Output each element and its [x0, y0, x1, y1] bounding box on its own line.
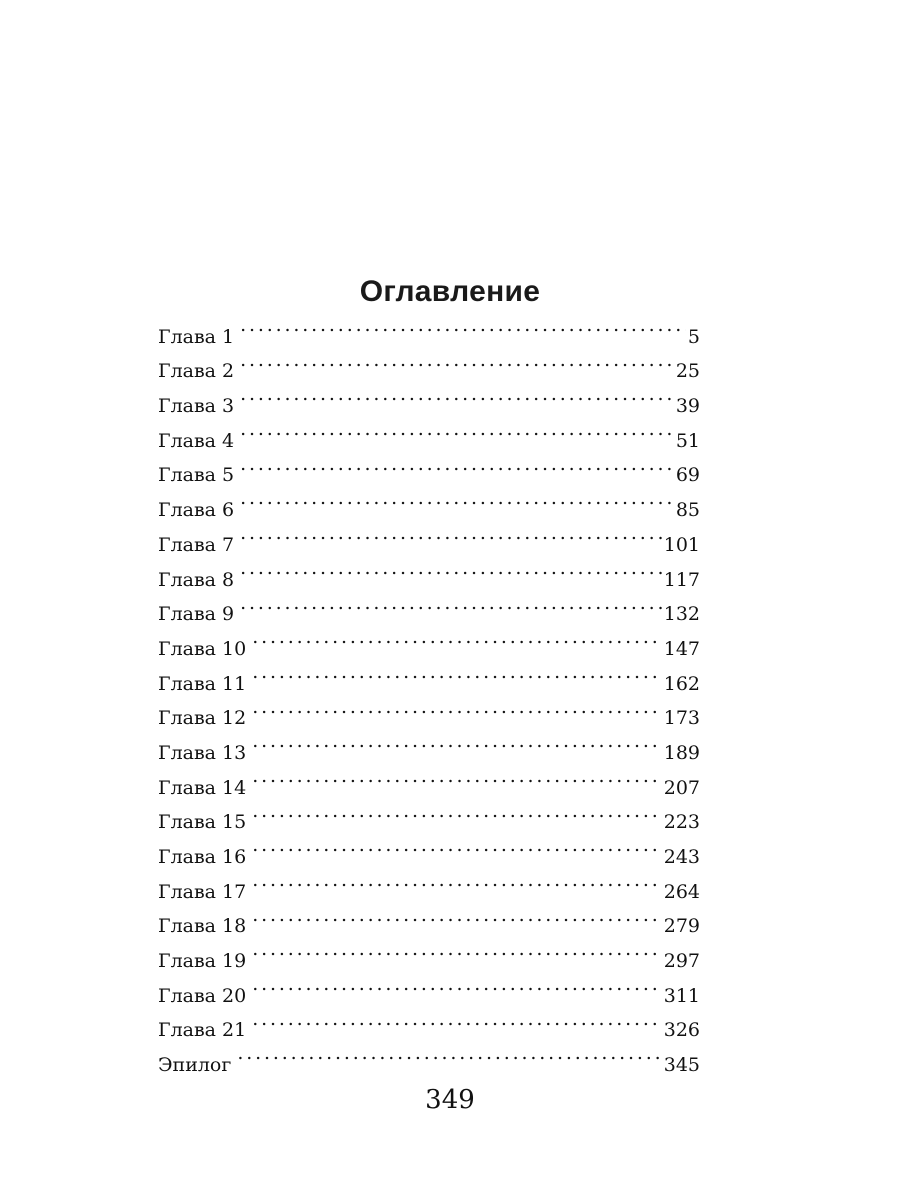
toc-entry-label: Глава 19 — [158, 944, 252, 979]
toc-dot-leader — [252, 1002, 662, 1037]
toc-entry-page: 311 — [662, 979, 700, 1014]
toc-dot-leader — [240, 447, 674, 482]
toc-entry-page: 345 — [662, 1048, 700, 1083]
toc-entry-page: 117 — [662, 563, 700, 598]
toc-entry-page: 51 — [674, 424, 700, 459]
toc-entry — [158, 447, 700, 487]
toc-dot-leader — [252, 759, 662, 794]
toc-dot-leader — [240, 516, 662, 551]
toc-entry-label: Глава 16 — [158, 840, 252, 875]
toc-dot-leader — [240, 412, 674, 447]
toc-entry — [158, 551, 700, 591]
toc-entry-page: 5 — [686, 320, 700, 355]
toc-entry-label: Глава 20 — [158, 979, 252, 1014]
toc-dot-leader — [240, 481, 674, 516]
toc-dot-leader — [240, 586, 662, 621]
toc-entry-page: 147 — [662, 632, 700, 667]
toc-entry-page: 223 — [662, 805, 700, 840]
toc-entry-label: Глава 1 — [158, 320, 240, 355]
toc-entry — [158, 586, 700, 626]
toc-entry-page: 297 — [662, 944, 700, 979]
toc-entry-label: Глава 21 — [158, 1013, 252, 1048]
toc-entry-label: Глава 18 — [158, 909, 252, 944]
page-number: 349 — [425, 1085, 475, 1115]
toc-entry-label: Глава 2 — [158, 354, 240, 389]
toc-entry-label: Глава 11 — [158, 667, 252, 702]
toc-entry-page: 264 — [662, 875, 700, 910]
toc-entry-page: 162 — [662, 667, 700, 702]
toc-entry-label: Глава 7 — [158, 528, 240, 563]
toc-dot-leader — [240, 343, 674, 378]
toc-dot-leader — [240, 551, 662, 586]
toc-entry — [158, 516, 700, 556]
toc-dot-leader — [252, 690, 662, 725]
toc-dot-leader — [252, 932, 662, 967]
toc-dot-leader — [252, 863, 662, 898]
toc-entry — [158, 308, 700, 348]
toc-entry-label: Глава 10 — [158, 632, 252, 667]
toc-entry — [158, 377, 700, 418]
toc-entry-page: 207 — [662, 771, 700, 806]
toc-entry-page: 173 — [662, 701, 700, 736]
toc-entry-page: 39 — [674, 389, 700, 424]
toc-dot-leader — [252, 655, 662, 690]
toc-entry-label: Глава 3 — [158, 389, 240, 424]
toc-entry-page: 85 — [674, 493, 700, 528]
toc-entry-label: Глава 8 — [158, 563, 240, 598]
toc-entry — [158, 1036, 700, 1077]
toc-entry-page: 69 — [674, 458, 700, 493]
toc-entry-page: 189 — [662, 736, 700, 771]
toc-entry-page: 132 — [662, 597, 700, 632]
toc-entry-page: 243 — [662, 840, 700, 875]
toc-entry-label: Глава 6 — [158, 493, 240, 528]
toc-entry-label: Глава 13 — [158, 736, 252, 771]
toc-entry-label: Глава 9 — [158, 597, 240, 632]
toc-dot-leader — [252, 828, 662, 863]
toc-entry-label: Глава 5 — [158, 458, 240, 493]
toc-entry — [158, 343, 700, 383]
toc-entry-label: Эпилог — [158, 1048, 237, 1083]
toc-entry-label: Глава 4 — [158, 424, 240, 459]
toc-dot-leader — [252, 724, 662, 759]
toc-entry — [158, 412, 700, 452]
toc-entry-page: 279 — [662, 909, 700, 944]
toc-dot-leader — [252, 898, 662, 933]
toc-dot-leader — [252, 620, 662, 655]
toc-entry-page: 25 — [674, 354, 700, 389]
toc-dot-leader — [237, 1036, 661, 1071]
toc-dot-leader — [252, 967, 662, 1002]
toc-entry-page: 101 — [662, 528, 700, 563]
page-title: Оглавление — [359, 275, 541, 309]
toc-entry-label: Глава 14 — [158, 771, 252, 806]
toc-dot-leader — [240, 377, 674, 412]
toc-entry-label: Глава 15 — [158, 805, 252, 840]
toc-entry-page: 326 — [662, 1013, 700, 1048]
toc-dot-leader — [240, 308, 686, 343]
toc-entry-label: Глава 12 — [158, 701, 252, 736]
toc-entry — [158, 481, 700, 522]
toc-entry-label: Глава 17 — [158, 875, 252, 910]
toc-dot-leader — [252, 794, 662, 829]
table-of-contents — [158, 308, 700, 1077]
